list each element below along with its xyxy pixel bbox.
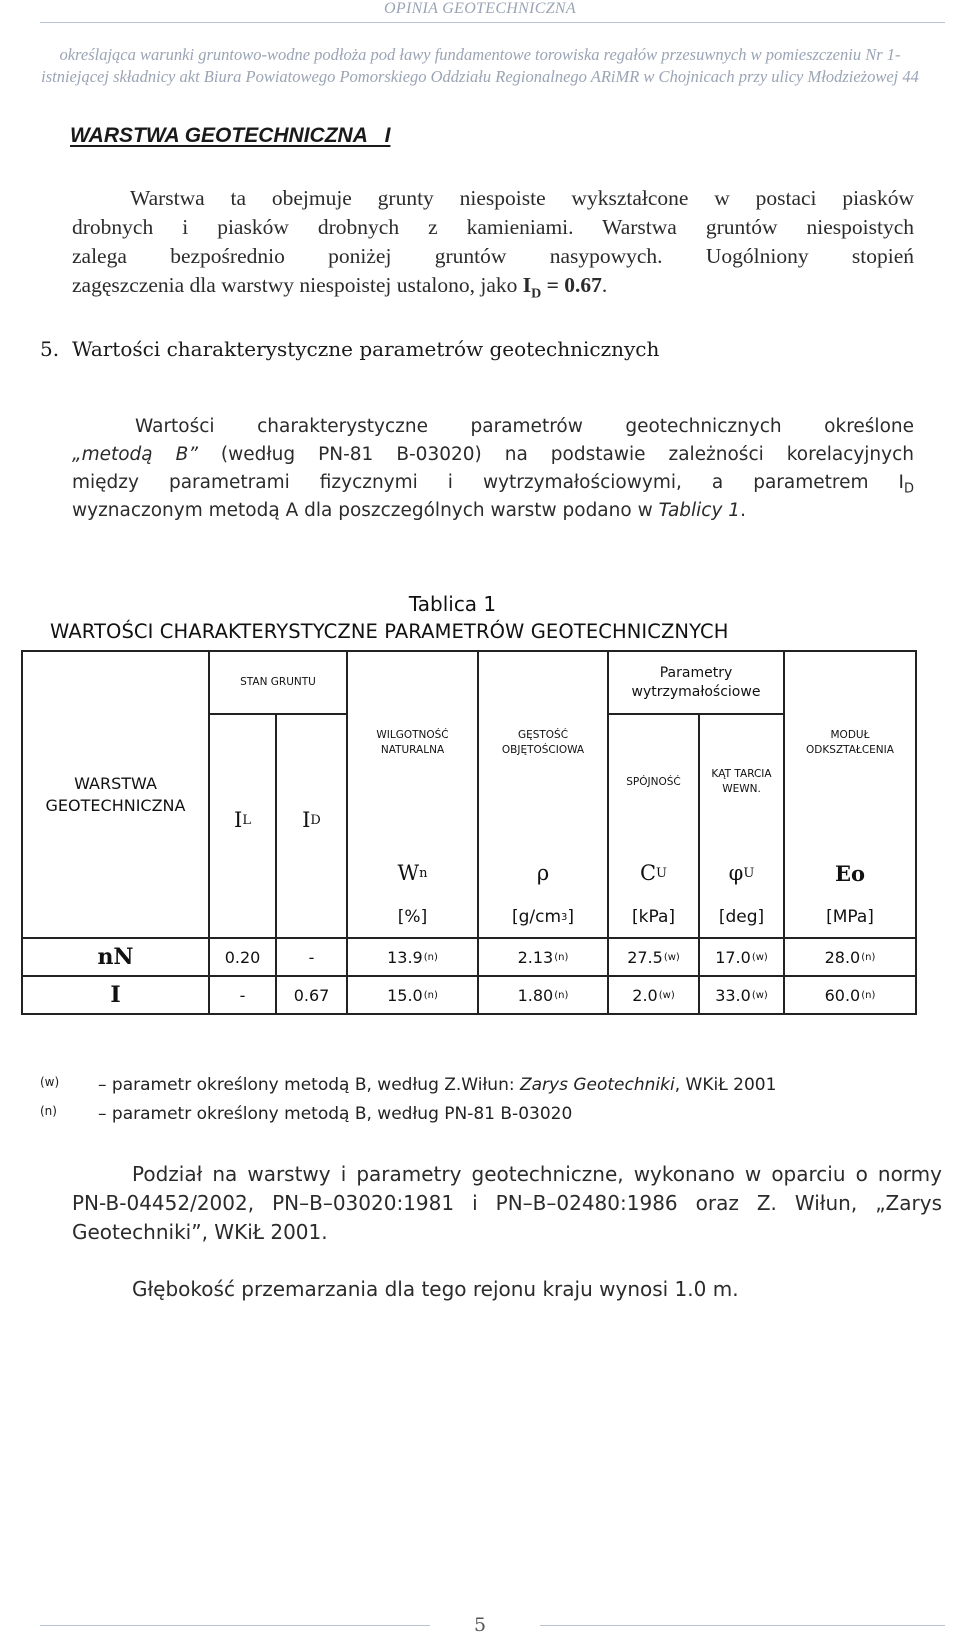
section-paragraph-line-1: Wartości charakterystyczne parametrów geotechnicznych określone [135,416,914,437]
closing-line-2: PN-B-04452/2002, PN–B–03020:1981 i PN–B–02480:1986 oraz Z. Wiłun, „Zarys [72,1191,942,1215]
unit-rho-post: ] [567,907,575,927]
row-rho [479,939,607,975]
layer-paragraph-line-4 [72,271,914,308]
row-rho [479,977,607,1013]
row-cu-value: 27.5 [627,947,663,967]
id-value: = 0.67 [541,273,602,297]
note-w-post: , WKiŁ 2001 [674,1075,777,1095]
row-phi [700,939,783,975]
layer-paragraph-line-4-end: . [601,273,608,297]
header-title: OPINIA GEOTECHNICZNA [384,0,576,17]
row-cu-value: 2.0 [632,985,658,1005]
section-paragraph-line-4-end: . [740,500,746,521]
symbol-wn [348,855,477,891]
symbol-phi [700,855,783,891]
row-wn-method: (n) [423,989,438,1001]
row-rho-method: (n) [554,989,569,1001]
note-mark-w: (w) [40,1075,60,1089]
row-phi-method: (w) [751,951,768,963]
row-eo-value: 60.0 [824,985,861,1005]
unit-rho-sup: 3 [561,911,568,923]
section-paragraph-line-3-sub: D [903,481,914,497]
col-header-id [277,798,346,842]
section-paragraph-line-2-rest: (według PN-81 B-03020) na podstawie zależności korelacyjnych [197,444,915,465]
note-w-italic: Zarys Geotechniki [519,1075,675,1095]
row-phi-value: 17.0 [715,947,751,967]
section-paragraph-line-4 [72,497,914,525]
cu-subscript: U [656,865,668,881]
col-header-modulus: MODUŁ ODKSZTAŁCENIA [806,729,894,756]
group-header-soil-state: STAN GRUNTU [240,676,316,688]
table-reference: Tablicy 1 [658,500,741,521]
section-paragraph-line-3-text: między parametrami fizycznymi i wytrzymałościowymi, a parametrem I [72,472,904,493]
frost-depth-note: Głębokość przemarzania dla tego rejonu kraju wynosi 1.0 m. [132,1277,739,1301]
row-cu [609,977,698,1013]
id-symbol: I [522,273,532,297]
row-wn [348,977,477,1013]
row-eo [785,977,915,1013]
layer-paragraph-line-2: drobnych i piasków drobnych z kamieniami. Warstwa gruntów niespoistych [72,215,914,239]
wn-symbol: W [397,861,420,885]
id-col-subscript: D [310,812,321,828]
row-phi-method: (w) [751,989,768,1001]
row-eo [785,939,915,975]
group-header-strength: Parametry wytrzymałościowe [631,664,761,700]
row-wn-value: 15.0 [387,985,423,1005]
wn-subscript: n [419,865,428,881]
grid-line [208,713,347,715]
phi-symbol: φ [728,861,744,885]
note-text-w [98,1075,776,1095]
symbol-cu [609,855,698,891]
layer-heading: WARSTWA GEOTECHNICZNA I [70,124,391,147]
table-title: WARTOŚCI CHARAKTERYSTYCZNE PARAMETRÓW GEOTECHNICZNYCH [50,620,729,643]
symbol-eo: Eo [834,860,865,886]
layer-paragraph-line-1: Warstwa ta obejmuje grunty niespoiste wykształcone w postaci piasków [130,186,914,210]
row-rho-value: 1.80 [517,985,554,1005]
row-wn [348,939,477,975]
row-eo-method: (n) [861,951,876,963]
header-subtitle-line-2: istniejącej składnicy akt Biura Powiatowego Pomorskiego Oddziału Regionalnego ARiMR w Chojnicach przy ulicy Młodzieżowej 44 [41,67,919,86]
row-il: - [239,985,246,1005]
row-phi-value: 33.0 [715,985,751,1005]
closing-line-3: Geotechniki”, WKiŁ 2001. [72,1220,328,1244]
header-rule [40,22,945,23]
row-wn-method: (n) [423,951,438,963]
layer-paragraph-line-3: zalega bezpośrednio poniżej gruntów nasypowych. Uogólniony stopień [72,244,914,268]
method-b-label: „metodą B” [72,444,198,465]
unit-rho-pre: [g/cm [511,907,562,927]
col-header-il [210,798,275,842]
table-border-right [915,650,917,1014]
cu-symbol: C [639,861,657,885]
row-cu [609,939,698,975]
grid-line [607,713,784,715]
row-rho-method: (n) [554,951,569,963]
table-caption: Tablica 1 [408,592,497,616]
note-mark-n: (n) [40,1104,57,1118]
section-title: Wartości charakterystyczne parametrów geotechnicznych [72,337,660,361]
unit-wn: [%] [397,907,428,927]
section-number: 5. [40,337,60,361]
unit-rho [479,899,607,935]
row-cu-method: (w) [663,951,680,963]
id-col-symbol: I [302,808,311,832]
col-header-friction: KĄT TARCIA WEWN. [711,768,772,795]
col-header-layer: WARSTWA GEOTECHNICZNA [45,773,186,815]
row-id: 0.67 [293,985,330,1005]
phi-subscript: U [743,865,755,881]
row-il: 0.20 [224,947,261,967]
layer-paragraph-line-4-text: zagęszczenia dla warstwy niespoistej ustalono, jako [72,273,523,297]
col-header-cohesion: SPÓJNOŚĆ [626,775,681,788]
row-id: - [308,947,315,967]
unit-cu: [kPa] [631,907,675,927]
header-subtitle-line-1: określająca warunki gruntowo-wodne podłoża pod ławy fundamentowe torowiska regałów przesuwnych w pomieszczeniu Nr 1- [59,45,901,64]
unit-phi: [deg] [718,907,765,927]
row-eo-value: 28.0 [824,947,861,967]
id-subscript: D [531,286,542,302]
closing-line-1: Podział na warstwy i parametry geotechniczne, wykonano w oparciu o normy [132,1162,942,1186]
section-paragraph-line-2 [72,441,914,469]
page-number: 5 [473,1614,487,1636]
note-w-pre: – parametr określony metodą B, według Z.Wiłun: [98,1075,520,1095]
note-text-n: – parametr określony metodą B, według PN-81 B-03020 [98,1104,573,1124]
il-symbol: I [234,808,243,832]
col-header-moisture: WILGOTNOŚĆ NATURALNA [376,729,449,756]
row-layer-label: nN [97,944,134,970]
unit-eo: [MPa] [826,907,874,927]
symbol-rho: ρ [536,861,550,885]
row-wn-value: 13.9 [387,947,423,967]
row-rho-value: 2.13 [517,947,554,967]
row-phi [700,977,783,1013]
section-heading [40,337,659,361]
row-cu-method: (w) [658,989,675,1001]
section-paragraph-line-4-text: wyznaczonym metodą A dla poszczególnych warstw podano w [72,500,659,521]
row-layer-label: I [110,982,121,1008]
il-subscript: L [242,812,251,828]
col-header-density: GĘSTOŚĆ OBJĘTOŚCIOWA [501,729,585,756]
row-eo-method: (n) [861,989,876,1001]
